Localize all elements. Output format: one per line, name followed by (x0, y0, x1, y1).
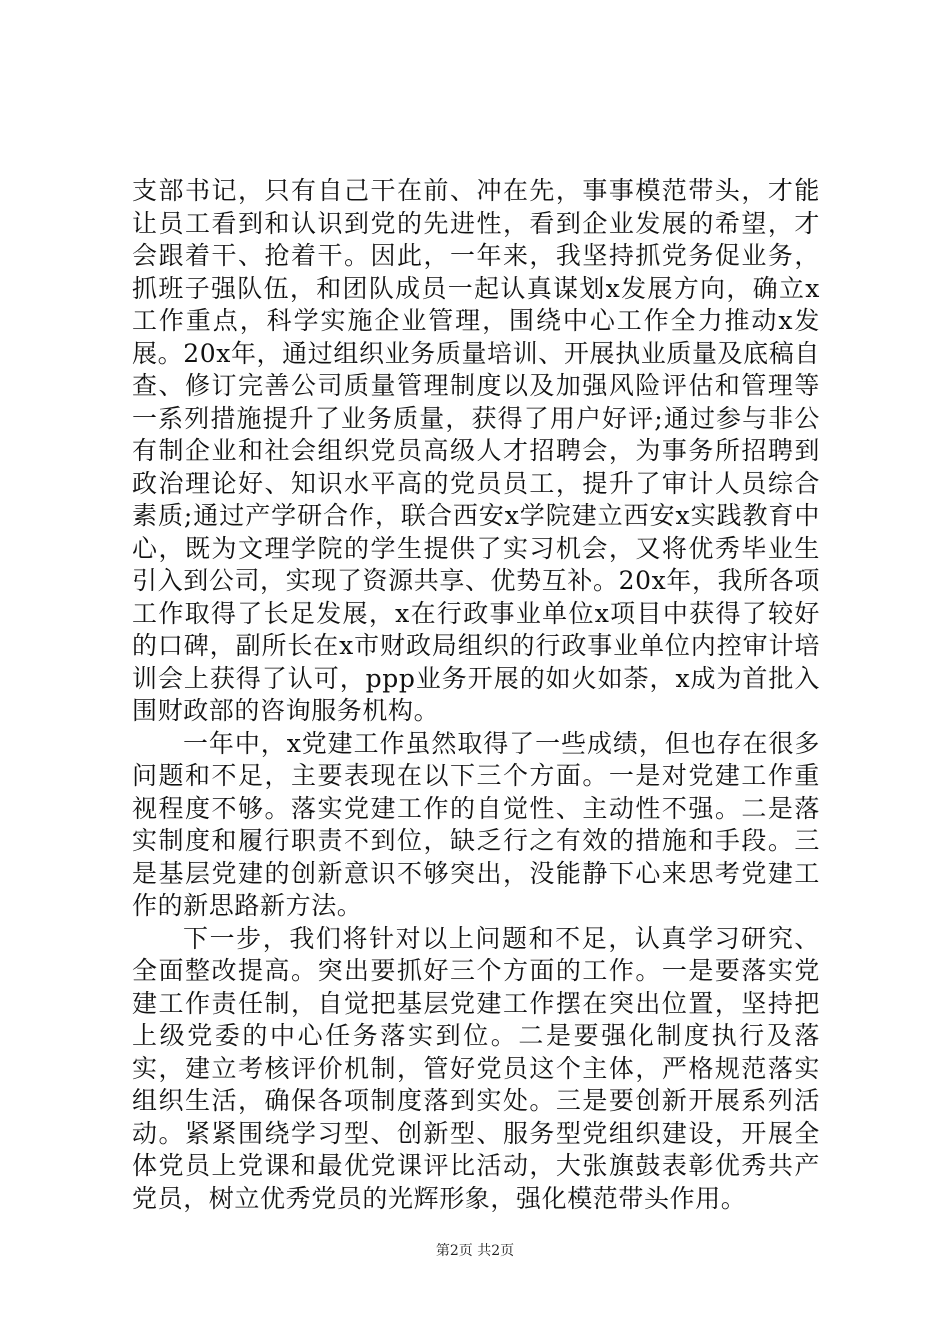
page-footer: 第2页 共2页 (435, 1243, 515, 1259)
paragraph-problems: 一年中，x党建工作虽然取得了一些成绩，但也存在很多问题和不足，主要表现在以下三个方面。一是对党建工作重视程度不够。落实党建工作的自觉性、主动性不强。二是落实制度和履行职责不到位，缺乏行之有效的措施和手段。三是基层党建的创新意识不够突出，没能静下心来思考党建工作的新思路新方法。 (132, 728, 820, 920)
paragraph-continuation: 支部书记，只有自己干在前、冲在先，事事模范带头，才能让员工看到和认识到党的先进性，看到企业发展的希望，才会跟着干、抢着干。因此，一年来，我坚持抓党务促业务，抓班子强队伍，和团队成员一起认真谋划x发展方向，确立x工作重点，科学实施企业管理，围绕中心工作全力推动x发展。20x年，通过组织业务质量培训、开展执业质量及底稿自查、修订完善公司质量管理制度以及加强风险评估和管理等一系列措施提升了业务质量，获得了用户好评;通过参与非公有制企业和社会组织党员高级人才招聘会，为事务所招聘到政治理论好、知识水平高的党员员工，提升了审计人员综合素质;通过产学研合作，联合西安x学院建立西安x实践教育中心，既为文理学院的学生提供了实习机会，又将优秀毕业生引入到公司，实现了资源共享、优势互补。20x年，我所各项工作取得了长足发展，x在行政事业单位x项目中获得了较好的口碑，副所长在x市财政局组织的行政事业单位内控审计培训会上获得了认可，ppp业务开展的如火如荼，x成为首批入围财政部的咨询服务机构。 (132, 176, 820, 725)
document-body (132, 175, 820, 1215)
paragraph-next-steps: 下一步，我们将针对以上问题和不足，认真学习研究、全面整改提高。突出要抓好三个方面的工作。一是要落实党建工作责任制，自觉把基层党建工作摆在突出位置，坚持把上级党委的中心任务落实到位。二是要强化制度执行及落实，建立考核评价机制，管好党员这个主体，严格规范落实组织生活，确保各项制度落到实处。三是要创新开展系列活动。紧紧围绕学习型、创新型、服务型党组织建设，开展全体党员上党课和最优党课评比活动，大张旗鼓表彰优秀共产党员，树立优秀党员的光辉形象，强化模范带头作用。 (132, 923, 820, 1213)
